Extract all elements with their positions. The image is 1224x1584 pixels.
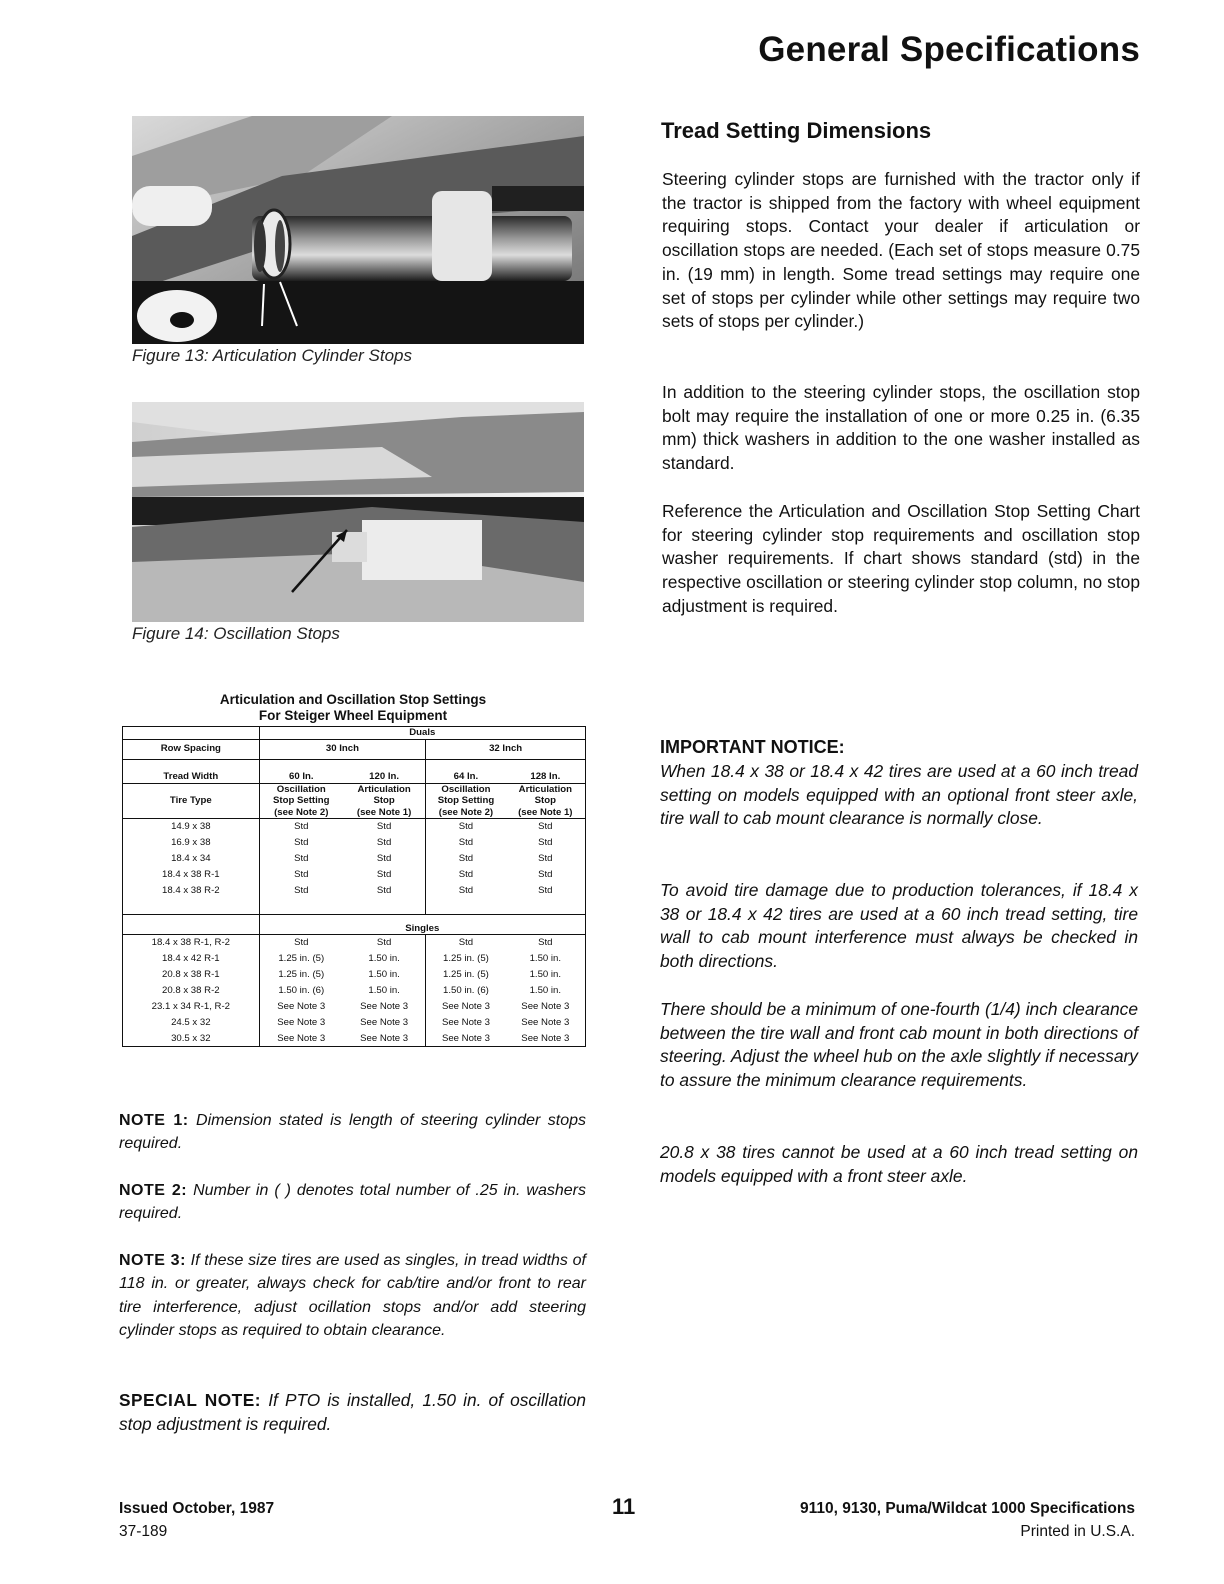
- tread-width-60: 60 In.: [259, 759, 343, 783]
- tire-size: 14.9 x 38: [123, 819, 260, 835]
- note-1: [119, 1109, 586, 1156]
- col-head-l1: Articulation: [343, 783, 426, 795]
- notice-paragraph-4: 20.8 x 38 tires cannot be used at a 60 inch tread setting on models equipped with a front steer axle.: [660, 1142, 1138, 1186]
- col-head-l1: Articulation: [506, 783, 586, 795]
- table-cell: Std: [259, 883, 343, 899]
- table-cell: Std: [506, 851, 586, 867]
- note-text: If these size tires are used as singles, in tread widths of 118 in. or greater, always check for cab/tire and/or front to rear tire interference, adjust ocillation stops and/or add steering cylinder stops as required to obtain clearance.: [119, 1252, 586, 1339]
- table-row: [123, 851, 586, 867]
- col-head-l2: Stop Setting: [259, 795, 343, 807]
- spacing-32-label: 32 Inch: [426, 739, 586, 759]
- note-2: [119, 1179, 586, 1226]
- table-cell: See Note 3: [343, 1015, 426, 1031]
- footer-code: 37-189: [119, 1523, 168, 1540]
- table-cell: See Note 3: [426, 1015, 506, 1031]
- figure-14-caption: Figure 14: Oscillation Stops: [132, 624, 340, 643]
- table-cell: 1.50 in.: [343, 951, 426, 967]
- col-head-l2: Stop: [506, 795, 586, 807]
- figure-13-photo: [132, 116, 584, 344]
- note-label: NOTE 2:: [119, 1182, 188, 1199]
- tire-size: 24.5 x 32: [123, 1015, 260, 1031]
- table-cell: See Note 3: [259, 1015, 343, 1031]
- note-label: NOTE 3:: [119, 1252, 186, 1269]
- col-head-l2: Stop: [343, 795, 426, 807]
- table-cell: Std: [506, 835, 586, 851]
- table-row: [123, 883, 586, 899]
- table-cell: See Note 3: [506, 1031, 586, 1047]
- footer-issued: Issued October, 1987: [119, 1500, 275, 1517]
- oscillation-stops-illustration: [132, 402, 584, 622]
- singles-label: Singles: [259, 915, 585, 935]
- table-title-line-2: For Steiger Wheel Equipment: [258, 708, 448, 723]
- table-row: [123, 1031, 586, 1047]
- tire-size: 18.4 x 42 R-1: [123, 951, 260, 967]
- tire-size: 18.4 x 38 R-1: [123, 867, 260, 883]
- tread-paragraph-2: In addition to the steering cylinder stops, the oscillation stop bolt may require the installation of one or more 0.25 in. (6.35 mm) thick washers in addition to the one washer installed as standard.: [662, 382, 1140, 474]
- articulation-cylinder-illustration: [132, 116, 584, 344]
- note-3: [119, 1249, 586, 1342]
- notice-title: IMPORTANT NOTICE:: [660, 737, 845, 757]
- notice-paragraph-1: When 18.4 x 38 or 18.4 x 42 tires are used at a 60 inch tread setting on models equipped with an optional front steer axle, tire wall to cab mount clearance is normally close.: [660, 761, 1138, 829]
- note-label: NOTE 1:: [119, 1112, 189, 1129]
- col-head-l3: (see Note 2): [259, 807, 343, 819]
- tread-width-label: Tread Width: [123, 759, 260, 783]
- tire-size: 18.4 x 38 R-1, R-2: [123, 935, 260, 951]
- table-cell: Std: [259, 851, 343, 867]
- table-cell: Std: [343, 867, 426, 883]
- table-cell: Std: [259, 835, 343, 851]
- tread-paragraph-3: Reference the Articulation and Oscillation Stop Setting Chart for steering cylinder stop requirements and oscillation stop washer requirements. If chart shows standard (std) in the respective oscillation or steering cylinder stop column, no stop adjustment is required.: [662, 501, 1140, 616]
- table-cell: 1.50 in. (6): [426, 983, 506, 999]
- col-head-l3: (see Note 1): [343, 807, 426, 819]
- col-head-l1: Oscillation: [426, 783, 506, 795]
- tire-size: 16.9 x 38: [123, 835, 260, 851]
- tire-size: 23.1 x 34 R-1, R-2: [123, 999, 260, 1015]
- figure-13-caption: Figure 13: Articulation Cylinder Stops: [132, 346, 413, 365]
- table-row: [123, 835, 586, 851]
- table-cell: See Note 3: [426, 999, 506, 1015]
- table-cell: Std: [343, 819, 426, 835]
- notice-paragraph-3: There should be a minimum of one-fourth (1/4) inch clearance between the tire wall and front cab mount in both directions of steering. Adjust the wheel hub on the axle slightly if necessary to assure the minimum clearance requirements.: [660, 999, 1138, 1091]
- page-number: 11: [612, 1494, 636, 1519]
- table-cell: Std: [259, 935, 343, 951]
- table-cell: 1.50 in.: [343, 983, 426, 999]
- table-cell: 1.50 in. (6): [259, 983, 343, 999]
- table-cell: Std: [426, 867, 506, 883]
- page-title: General Specifications: [758, 30, 1140, 69]
- figure-14-photo: [132, 402, 584, 622]
- table-cell: See Note 3: [259, 999, 343, 1015]
- note-text: Dimension stated is length of steering cylinder stops required.: [119, 1112, 587, 1153]
- tire-size: 20.8 x 38 R-2: [123, 983, 260, 999]
- table-cell: 1.50 in.: [506, 951, 586, 967]
- stop-settings-table: [122, 726, 586, 1047]
- tread-width-120: 120 In.: [343, 759, 426, 783]
- table-cell: See Note 3: [343, 999, 426, 1015]
- table-cell: Std: [426, 835, 506, 851]
- table-spacer-row: [123, 899, 586, 915]
- col-head-l2: Stop Setting: [426, 795, 506, 807]
- table-row: [123, 819, 586, 835]
- table-cell: See Note 3: [506, 999, 586, 1015]
- table-row: [123, 951, 586, 967]
- col-head-l3: (see Note 1): [506, 807, 586, 819]
- table-cell: 1.25 in. (5): [259, 951, 343, 967]
- table-title-line-1: Articulation and Oscillation Stop Settings: [219, 692, 487, 707]
- col-head-l1: Oscillation: [259, 783, 343, 795]
- table-cell: Std: [426, 819, 506, 835]
- table-cell: Std: [343, 935, 426, 951]
- table-cell: Std: [343, 883, 426, 899]
- table-cell: 1.50 in.: [506, 983, 586, 999]
- table-cell: Std: [506, 819, 586, 835]
- table-cell: Std: [343, 851, 426, 867]
- table-cell: 1.50 in.: [343, 967, 426, 983]
- tread-paragraph-1: Steering cylinder stops are furnished with the tractor only if the tractor is shipped from the factory with wheel equipment requiring stops. Contact your dealer if articulation or oscillation stops are needed. (Each set of stops measure 0.75 in. (19 mm) in length. Some tread settings may require one set of stops per cylinder while other settings may require two sets of stops per cylinder.): [662, 169, 1140, 332]
- note-text: Number in ( ) denotes total number of .25 in. washers required.: [119, 1182, 586, 1223]
- table-row: [123, 935, 586, 951]
- table-row: [123, 983, 586, 999]
- tire-type-label: Tire Type: [123, 783, 260, 819]
- table-cell: Std: [506, 883, 586, 899]
- tire-size: 30.5 x 32: [123, 1031, 260, 1047]
- tread-width-128: 128 In.: [506, 759, 586, 783]
- footer-product: 9110, 9130, Puma/Wildcat 1000 Specifications: [799, 1500, 1135, 1517]
- table-cell: 1.25 in. (5): [259, 967, 343, 983]
- tire-size: 20.8 x 38 R-1: [123, 967, 260, 983]
- table-row: [123, 967, 586, 983]
- table-cell: See Note 3: [426, 1031, 506, 1047]
- footer-printed: Printed in U.S.A.: [1020, 1523, 1135, 1540]
- special-note: [119, 1389, 586, 1436]
- table-cell: Std: [506, 867, 586, 883]
- table-row: [123, 1015, 586, 1031]
- table-cell: Std: [426, 883, 506, 899]
- tread-width-64: 64 In.: [426, 759, 506, 783]
- table-cell: See Note 3: [343, 1031, 426, 1047]
- note-text: If PTO is installed, 1.50 in. of oscillation stop adjustment is required.: [119, 1390, 586, 1434]
- table-cell: Std: [259, 867, 343, 883]
- table-cell: See Note 3: [506, 1015, 586, 1031]
- spacing-30-label: 30 Inch: [259, 739, 426, 759]
- table-row: [123, 999, 586, 1015]
- table-cell: Std: [259, 819, 343, 835]
- table-cell: Std: [426, 935, 506, 951]
- tire-size: 18.4 x 38 R-2: [123, 883, 260, 899]
- note-label: SPECIAL NOTE:: [119, 1390, 262, 1410]
- singles-corner-cell: [123, 915, 260, 935]
- notice-paragraph-2: To avoid tire damage due to production tolerances, if 18.4 x 38 or 18.4 x 42 tires are used at a 60 inch tread setting, tire wall to cab mount interference must always be checked in both directions.: [660, 880, 1138, 972]
- tire-size: 18.4 x 34: [123, 851, 260, 867]
- col-head-l3: (see Note 2): [426, 807, 506, 819]
- table-cell: 1.50 in.: [506, 967, 586, 983]
- table-cell: See Note 3: [259, 1031, 343, 1047]
- section-title: Tread Setting Dimensions: [661, 118, 932, 143]
- table-row: [123, 867, 586, 883]
- table-cell: Std: [343, 835, 426, 851]
- table-cell: 1.25 in. (5): [426, 967, 506, 983]
- row-spacing-label: Row Spacing: [123, 739, 260, 759]
- table-cell: Std: [506, 935, 586, 951]
- duals-label: Duals: [259, 727, 585, 740]
- table-corner-cell: [123, 727, 260, 740]
- table-cell: Std: [426, 851, 506, 867]
- table-cell: 1.25 in. (5): [426, 951, 506, 967]
